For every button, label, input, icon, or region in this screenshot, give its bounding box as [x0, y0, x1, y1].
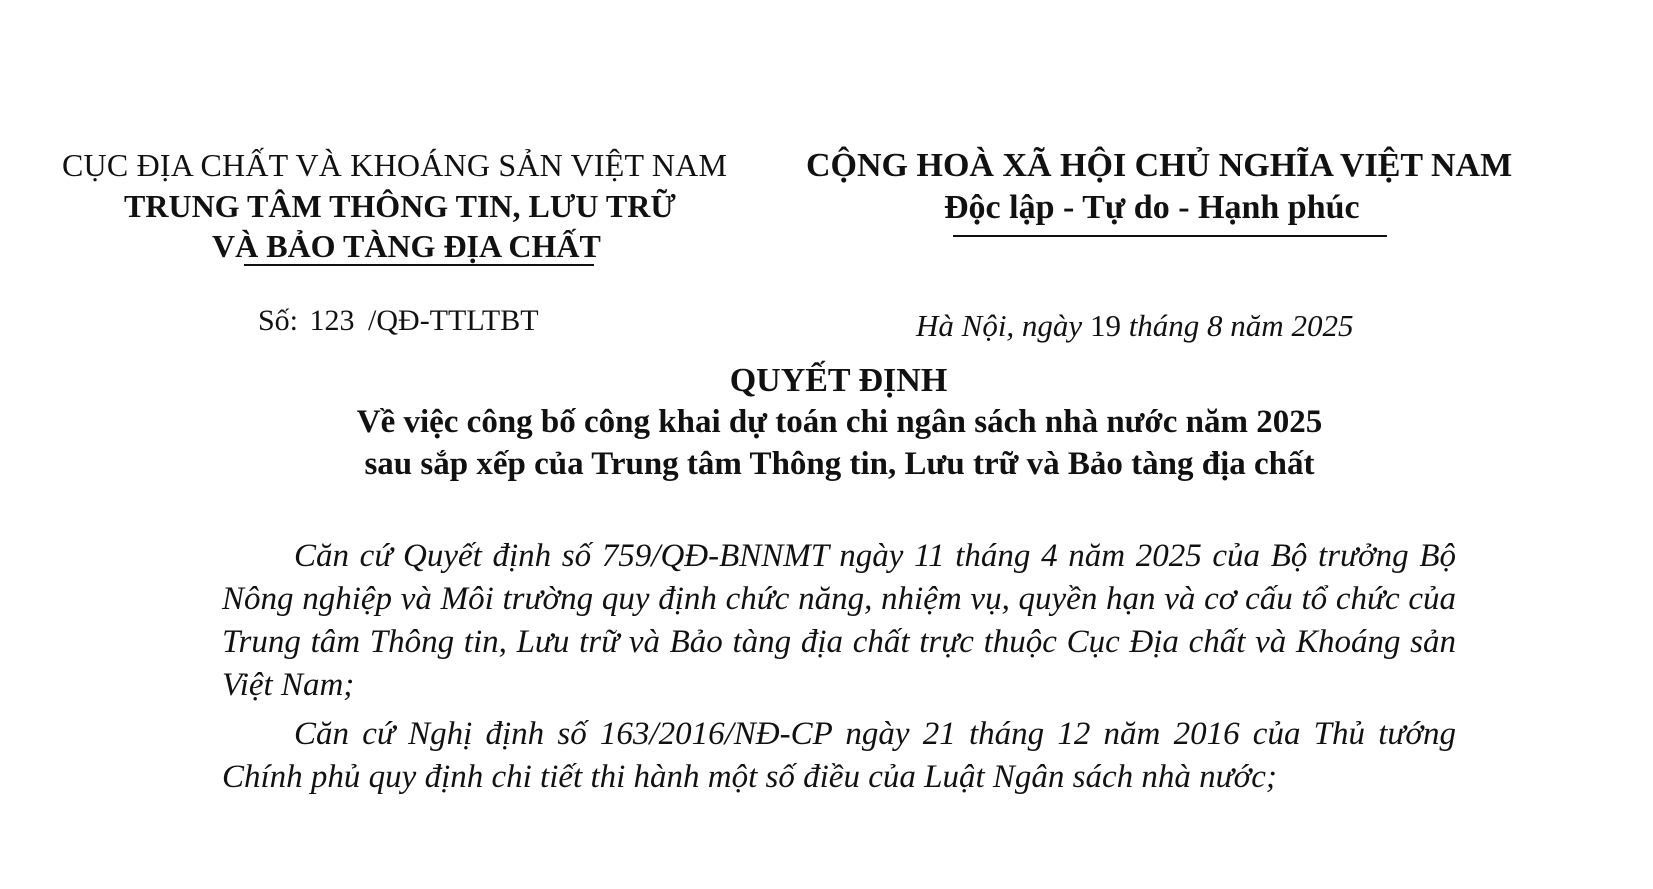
legal-basis-paragraph: Căn cứ Nghị định số 163/2016/NĐ-CP ngày 21 tháng 12 năm 2016 của Thủ tướng Chính phủ quy định chi tiết thi hành một số điều của Luật Ngân sách nhà nước; [222, 716, 1456, 795]
date-day-value: 19 [1089, 308, 1121, 343]
organization-name-line-1: TRUNG TÂM THÔNG TIN, LƯU TRỮ [124, 188, 676, 224]
document-number [258, 304, 539, 338]
subject-line-2: sau sắp xếp của Trung tâm Thông tin, Lưu trữ và Bảo tàng địa chất [364, 446, 1315, 482]
organization-divider [244, 264, 594, 266]
national-title: CỘNG HOÀ XÃ HỘI CHỦ NGHĨA VIỆT NAM [806, 147, 1513, 184]
national-motto: Độc lập - Tự do - Hạnh phúc [944, 189, 1360, 226]
organization-name-line-2: VÀ BẢO TÀNG ĐỊA CHẤT [212, 228, 601, 264]
document-title: QUYẾT ĐỊNH [729, 362, 948, 399]
legal-basis-paragraph: Căn cứ Quyết định số 759/QĐ-BNNMT ngày 11 tháng 4 năm 2025 của Bộ trưởng Bộ Nông nghiệp và Môi trường quy định chức năng, nhiệm vụ, quyền hạn và cơ cấu tổ chức của Trung tâm Thông tin, Lưu trữ và Bảo tàng địa chất trực thuộc Cục Địa chất và Khoáng sản Việt Nam; [222, 538, 1456, 703]
subject-line-1: Về việc công bố công khai dự toán chi ngân sách nhà nước năm 2025 [356, 404, 1323, 440]
motto-divider [953, 235, 1387, 237]
parent-organization: CỤC ĐỊA CHẤT VÀ KHOÁNG SẢN VIỆT NAM [62, 147, 728, 183]
place-and-date [916, 308, 1353, 344]
document-number-prefix: Số: [258, 304, 299, 337]
place-date-prefix: Hà Nội, ngày [916, 308, 1083, 343]
place-date-month-year: tháng 8 năm 2025 [1128, 308, 1354, 343]
document-number-value: 123 [309, 304, 355, 337]
document-number-suffix: /QĐ-TTLTBT [368, 304, 539, 337]
